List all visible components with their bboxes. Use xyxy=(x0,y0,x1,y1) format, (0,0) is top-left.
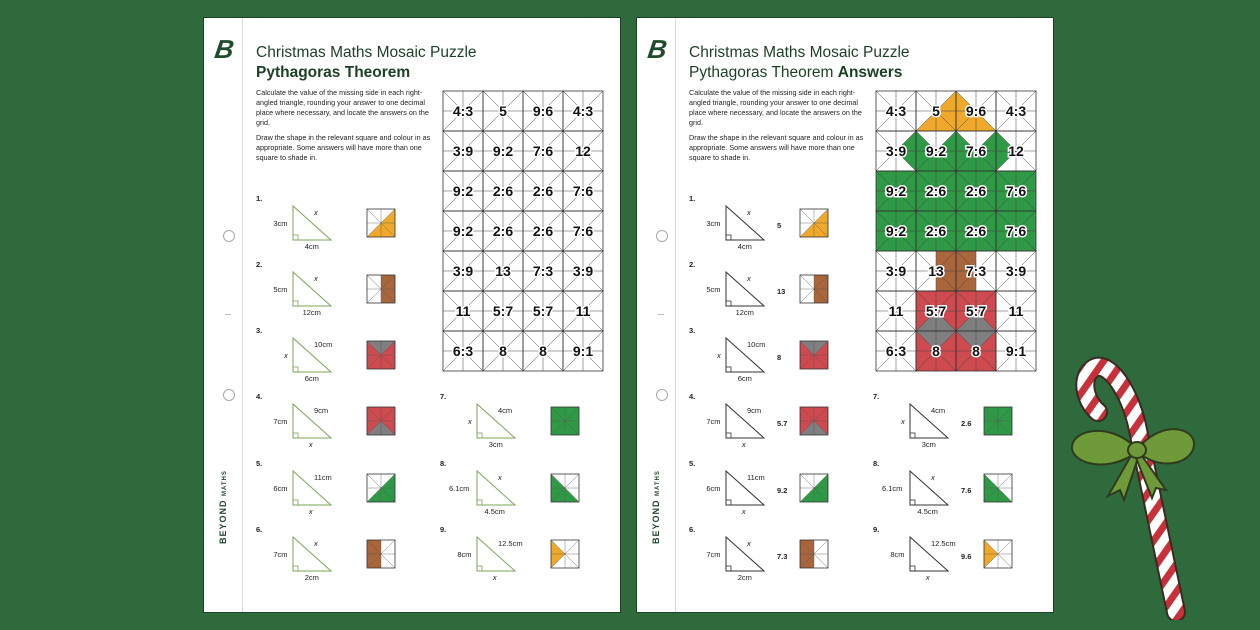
side-label-base: x xyxy=(741,507,746,516)
grid-value: 3:9 xyxy=(452,143,474,159)
shape-square xyxy=(799,406,829,436)
answer-value: 9.6 xyxy=(961,552,972,561)
grid-value: 11 xyxy=(888,303,904,319)
instructions: Calculate the value of the missing side in each right-angled triangle, rounding your answer to one decimal place where necessary, and locate the answers on the grid. Draw the shape in the relevant square and colour in as appropriate. Some answers will have more than one square to shade in. xyxy=(256,88,431,162)
side-label-hypotenuse: 9cm xyxy=(747,406,762,415)
punch-hole xyxy=(656,230,668,242)
side-label-hypotenuse: 4cm xyxy=(498,406,513,415)
question-number: 8. xyxy=(440,459,447,468)
beyond-logo-icon: B xyxy=(645,34,669,64)
side-label-base: 4cm xyxy=(304,242,319,251)
grid-value: 2:6 xyxy=(532,223,554,239)
side-label-hypotenuse: 11cm xyxy=(747,473,765,482)
grid-value: 7:6 xyxy=(1005,223,1027,239)
grid-value: 2:6 xyxy=(925,183,947,199)
grid-value: 2:6 xyxy=(492,223,514,239)
side-label-base: 2cm xyxy=(304,573,319,582)
question-number: 2. xyxy=(689,260,696,269)
question-number: 8. xyxy=(873,459,880,468)
shape-square xyxy=(799,208,829,238)
question-number: 9. xyxy=(873,525,880,534)
grid-value: 6:3 xyxy=(885,343,907,359)
grid-value: 9:2 xyxy=(925,143,947,159)
mosaic-grid xyxy=(442,90,604,372)
shape-square xyxy=(983,473,1013,503)
grid-value: 9:2 xyxy=(452,223,474,239)
grid-value: 4:3 xyxy=(1005,103,1027,119)
grid-value: 5:7 xyxy=(965,303,987,319)
grid-value: 3:9 xyxy=(1005,263,1027,279)
grid-value: 7:3 xyxy=(532,263,554,279)
side-label-base: 4.5cm xyxy=(917,507,938,516)
punch-hole xyxy=(223,389,235,401)
question-number: 3. xyxy=(689,326,696,335)
page-margin xyxy=(637,18,676,612)
side-label-hypotenuse: x xyxy=(747,208,751,217)
shape-square xyxy=(366,473,396,503)
grid-value: 9:6 xyxy=(532,103,554,119)
side-label-base: 12cm xyxy=(735,308,754,317)
grid-value: 5:7 xyxy=(492,303,514,319)
answer-value: 2.6 xyxy=(961,419,972,428)
shape-square xyxy=(799,539,829,569)
shape-square xyxy=(366,208,396,238)
grid-value: 7:6 xyxy=(1005,183,1027,199)
question-number: 5. xyxy=(256,459,263,468)
question-number: 2. xyxy=(256,260,263,269)
grid-value: 5:7 xyxy=(532,303,554,319)
shape-square xyxy=(550,539,580,569)
question-number: 7. xyxy=(440,392,447,401)
brand-wordmark: BEYOND MATHS xyxy=(651,470,661,544)
question-number: 4. xyxy=(689,392,696,401)
side-label-base: 3cm xyxy=(488,440,503,449)
side-label-hypotenuse: x xyxy=(931,473,935,482)
grid-value: 8 xyxy=(972,343,980,359)
shape-square xyxy=(550,473,580,503)
side-label-vertical: 7cm xyxy=(706,417,721,426)
grid-value: 5:7 xyxy=(925,303,947,319)
side-label-hypotenuse: 11cm xyxy=(314,473,332,482)
side-label-hypotenuse: 4cm xyxy=(931,406,946,415)
question-number: 1. xyxy=(256,194,263,203)
side-label-base: x xyxy=(308,440,313,449)
answer-value: 5 xyxy=(777,221,782,230)
grid-value: 9:6 xyxy=(965,103,987,119)
grid-value: 12 xyxy=(1008,143,1024,159)
grid-value: 9:1 xyxy=(1005,343,1027,359)
grid-value: 2:6 xyxy=(532,183,554,199)
question-number: 6. xyxy=(689,525,696,534)
right-triangle xyxy=(725,205,767,243)
side-label-vertical: 8cm xyxy=(457,550,472,559)
question-number: 7. xyxy=(873,392,880,401)
shape-square xyxy=(366,539,396,569)
side-label-hypotenuse: x xyxy=(747,539,751,548)
grid-value: 8 xyxy=(539,343,547,359)
answer-value: 9.2 xyxy=(777,486,788,495)
grid-value: 3:9 xyxy=(452,263,474,279)
answer-value: 7.6 xyxy=(961,486,972,495)
worksheet-page xyxy=(203,17,621,613)
side-label-hypotenuse: x xyxy=(314,208,318,217)
grid-value: 7:6 xyxy=(965,143,987,159)
grid-value: 12 xyxy=(575,143,591,159)
side-label-base: x xyxy=(741,440,746,449)
grid-value: 4:3 xyxy=(452,103,474,119)
candy-cane-icon xyxy=(1068,350,1198,620)
instructions: Calculate the value of the missing side in each right-angled triangle, rounding your answer to one decimal place where necessary, and locate the answers on the grid. Draw the shape in the relevant square and colour in as appropriate. Some answers will have more than one square to shade in. xyxy=(689,88,864,162)
fold-tick xyxy=(658,314,664,315)
side-label-vertical: x xyxy=(284,351,288,360)
grid-value: 2:6 xyxy=(965,183,987,199)
question-number: 3. xyxy=(256,326,263,335)
side-label-hypotenuse: 10cm xyxy=(747,340,766,349)
right-triangle xyxy=(725,271,767,309)
shape-square xyxy=(366,274,396,304)
page-title: Christmas Maths Mosaic Puzzle Pythagoras Theorem xyxy=(256,44,477,81)
grid-value: 9:2 xyxy=(452,183,474,199)
shape-square xyxy=(799,340,829,370)
grid-value: 11 xyxy=(1008,303,1024,319)
side-label-base: 6cm xyxy=(304,374,319,383)
side-label-base: 2cm xyxy=(737,573,752,582)
grid-value: 2:6 xyxy=(492,183,514,199)
shape-square xyxy=(983,539,1013,569)
shape-square xyxy=(366,406,396,436)
side-label-vertical: 8cm xyxy=(890,550,905,559)
grid-value: 8 xyxy=(499,343,507,359)
grid-value: 13 xyxy=(928,263,944,279)
grid-value: 7:6 xyxy=(532,143,554,159)
mosaic-grid-answers xyxy=(875,90,1037,372)
page-title: Christmas Maths Mosaic Puzzle Pythagoras Theorem Answers xyxy=(689,44,910,81)
right-triangle xyxy=(292,536,334,574)
grid-value: 6:3 xyxy=(452,343,474,359)
side-label-base: 6cm xyxy=(737,374,752,383)
punch-hole xyxy=(656,389,668,401)
side-label-vertical: 3cm xyxy=(706,219,721,228)
side-label-hypotenuse: x xyxy=(747,274,751,283)
answer-value: 13 xyxy=(777,287,786,296)
grid-value: 3:9 xyxy=(885,143,907,159)
grid-value: 9:2 xyxy=(885,223,907,239)
side-label-vertical: 6cm xyxy=(273,484,288,493)
page-margin xyxy=(204,18,243,612)
side-label-vertical: 7cm xyxy=(273,417,288,426)
side-label-vertical: 5cm xyxy=(706,285,721,294)
shape-square xyxy=(799,274,829,304)
grid-value: 4:3 xyxy=(572,103,594,119)
grid-value: 5 xyxy=(499,103,507,119)
question-number: 5. xyxy=(689,459,696,468)
grid-value: 3:9 xyxy=(885,263,907,279)
right-triangle xyxy=(292,271,334,309)
grid-value: 8 xyxy=(932,343,940,359)
shape-square xyxy=(550,406,580,436)
answer-value: 8 xyxy=(777,353,782,362)
side-label-hypotenuse: x xyxy=(314,274,318,283)
grid-value: 9:1 xyxy=(572,343,594,359)
question-number: 4. xyxy=(256,392,263,401)
side-label-hypotenuse: x xyxy=(314,539,318,548)
side-label-base: 4.5cm xyxy=(484,507,505,516)
grid-value: 9:2 xyxy=(885,183,907,199)
fold-tick xyxy=(225,314,231,315)
grid-value: 11 xyxy=(455,303,471,319)
grid-value: 2:6 xyxy=(965,223,987,239)
right-triangle xyxy=(909,470,951,508)
side-label-vertical: 6.1cm xyxy=(882,484,903,493)
grid-value: 7:6 xyxy=(572,183,594,199)
side-label-hypotenuse: 9cm xyxy=(314,406,329,415)
side-label-base: 3cm xyxy=(921,440,936,449)
side-label-hypotenuse: 12.5cm xyxy=(931,539,956,548)
side-label-base: x xyxy=(925,573,930,582)
shape-square xyxy=(799,473,829,503)
side-label-vertical: 7cm xyxy=(273,550,288,559)
side-label-hypotenuse: 10cm xyxy=(314,340,333,349)
beyond-logo-icon: B xyxy=(212,34,236,64)
side-label-vertical: x xyxy=(468,417,472,426)
right-triangle xyxy=(292,205,334,243)
grid-value: 2:6 xyxy=(925,223,947,239)
brand-wordmark: BEYOND MATHS xyxy=(218,470,228,544)
side-label-vertical: 3cm xyxy=(273,219,288,228)
question-number: 6. xyxy=(256,525,263,534)
punch-hole xyxy=(223,230,235,242)
answer-value: 7.3 xyxy=(777,552,788,561)
grid-value: 4:3 xyxy=(885,103,907,119)
question-number: 1. xyxy=(689,194,696,203)
side-label-base: x xyxy=(308,507,313,516)
side-label-vertical: 6.1cm xyxy=(449,484,470,493)
grid-value: 13 xyxy=(495,263,511,279)
side-label-base: x xyxy=(492,573,497,582)
grid-value: 9:2 xyxy=(492,143,514,159)
grid-value: 3:9 xyxy=(572,263,594,279)
grid-value: 11 xyxy=(575,303,591,319)
answer-value: 5.7 xyxy=(777,419,788,428)
side-label-base: 12cm xyxy=(302,308,321,317)
side-label-vertical: x xyxy=(901,417,905,426)
right-triangle xyxy=(476,470,518,508)
answers-page xyxy=(636,17,1054,613)
shape-square xyxy=(983,406,1013,436)
shape-square xyxy=(366,340,396,370)
side-label-hypotenuse: x xyxy=(498,473,502,482)
side-label-base: 4cm xyxy=(737,242,752,251)
question-number: 9. xyxy=(440,525,447,534)
right-triangle xyxy=(725,536,767,574)
side-label-vertical: 6cm xyxy=(706,484,721,493)
grid-value: 7:6 xyxy=(572,223,594,239)
side-label-hypotenuse: 12.5cm xyxy=(498,539,523,548)
grid-value: 5 xyxy=(932,103,940,119)
side-label-vertical: x xyxy=(717,351,721,360)
side-label-vertical: 7cm xyxy=(706,550,721,559)
grid-value: 7:3 xyxy=(965,263,987,279)
side-label-vertical: 5cm xyxy=(273,285,288,294)
